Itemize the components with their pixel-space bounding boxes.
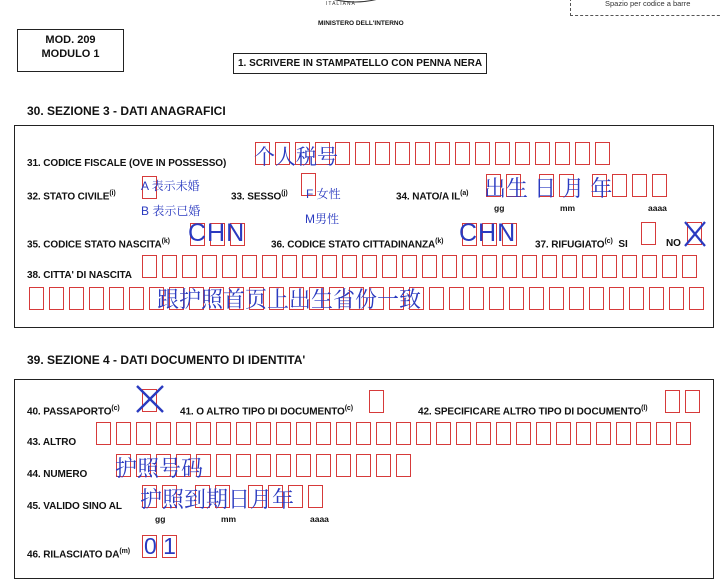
- nato-il-label: 34. NATO/A IL$^{(a)}$: [396, 190, 469, 203]
- stato-civile-label: 32. STATO CIVILE$^{(i)}$: [27, 190, 116, 203]
- altro-box[interactable]: [516, 422, 531, 445]
- instruction-text: 1. SCRIVERE IN STAMPATELLO CON PENNA NERA: [237, 58, 483, 69]
- citta-nascita-box[interactable]: [582, 255, 597, 278]
- citta-nascita-box[interactable]: [142, 255, 157, 278]
- altro-box[interactable]: [376, 422, 391, 445]
- rifugiato-no-label: NO: [666, 238, 681, 249]
- citta-nascita-box[interactable]: [589, 287, 604, 310]
- altro-box[interactable]: [456, 422, 471, 445]
- citta-nascita-box[interactable]: [49, 287, 64, 310]
- altro-box[interactable]: [676, 422, 691, 445]
- codice-fiscale-box[interactable]: [515, 142, 530, 165]
- chn-note-citizenship: CHN: [459, 219, 517, 247]
- module-code: MOD. 209: [45, 34, 96, 46]
- passaporto-check: [133, 382, 167, 416]
- citta-nascita-box[interactable]: [689, 287, 704, 310]
- numero-box[interactable]: [216, 454, 231, 477]
- citta-nascita-box[interactable]: [242, 255, 257, 278]
- numero-box[interactable]: [336, 454, 351, 477]
- numero-box[interactable]: [236, 454, 251, 477]
- instruction-box: [233, 53, 487, 74]
- stato-nascita-label: 35. CODICE STATO NASCITA$^{(k)}$: [27, 238, 170, 251]
- sesso-label: 33. SESSO$^{(j)}$: [231, 190, 288, 203]
- citta-nascita-box[interactable]: [282, 255, 297, 278]
- citta-nascita-box[interactable]: [489, 287, 504, 310]
- module-box: [17, 29, 124, 72]
- codice-fiscale-box[interactable]: [575, 142, 590, 165]
- codice-fiscale-box[interactable]: [375, 142, 390, 165]
- tax-id-note: 个人税号: [254, 146, 338, 169]
- citta-nascita-label: 38. CITTA' DI NASCITA: [27, 270, 132, 281]
- specificare-label: 42. SPECIFICARE ALTRO TIPO DI DOCUMENTO$^{(l)}$: [418, 405, 648, 418]
- altro-box[interactable]: [476, 422, 491, 445]
- citta-nascita-box[interactable]: [642, 255, 657, 278]
- citta-nascita-box[interactable]: [129, 287, 144, 310]
- citta-nascita-box[interactable]: [462, 255, 477, 278]
- altro-box[interactable]: [396, 422, 411, 445]
- citta-nascita-box[interactable]: [322, 255, 337, 278]
- rifugiato-no-check: [682, 219, 708, 249]
- citta-nascita-box[interactable]: [302, 255, 317, 278]
- citta-nascita-box[interactable]: [89, 287, 104, 310]
- altro-box[interactable]: [656, 422, 671, 445]
- citta-nascita-box[interactable]: [542, 255, 557, 278]
- codice-fiscale-box[interactable]: [535, 142, 550, 165]
- section3-title: 30. SEZIONE 3 - DATI ANAGRAFICI: [27, 104, 226, 118]
- rifugiato-label: 37. RIFUGIATO$^{(c)}$ SI: [535, 238, 628, 251]
- citta-nascita-boxes-row1: [142, 255, 702, 278]
- emblem-text: ITALIANA: [326, 1, 356, 7]
- citta-nascita-box[interactable]: [449, 287, 464, 310]
- citta-nascita-box[interactable]: [162, 255, 177, 278]
- altro-box[interactable]: [336, 422, 351, 445]
- gg-label: gg: [494, 203, 505, 213]
- codice-fiscale-box[interactable]: [555, 142, 570, 165]
- altro-box[interactable]: [276, 422, 291, 445]
- citta-nascita-box[interactable]: [629, 287, 644, 310]
- citta-nascita-box[interactable]: [442, 255, 457, 278]
- numero-box[interactable]: [276, 454, 291, 477]
- citta-nascita-box[interactable]: [429, 287, 444, 310]
- altro-box[interactable]: [196, 422, 211, 445]
- female-note: F 女性: [306, 187, 341, 201]
- altro-boxes: [96, 422, 696, 445]
- citta-nascita-box[interactable]: [682, 255, 697, 278]
- citta-nascita-box[interactable]: [602, 255, 617, 278]
- valido-label: 45. VALIDO SINO AL: [27, 501, 122, 512]
- altro-box[interactable]: [116, 422, 131, 445]
- altro-box[interactable]: [416, 422, 431, 445]
- codice-fiscale-box[interactable]: [415, 142, 430, 165]
- citta-nascita-box[interactable]: [222, 255, 237, 278]
- altro-box[interactable]: [256, 422, 271, 445]
- valido-gg-label: gg: [155, 514, 166, 524]
- module-number: MODULO 1: [41, 48, 100, 60]
- birth-date-note: 出生 日 月 年: [484, 176, 613, 201]
- altro-box[interactable]: [176, 422, 191, 445]
- altro-box[interactable]: [236, 422, 251, 445]
- citta-nascita-box[interactable]: [502, 255, 517, 278]
- birth-year-box[interactable]: [652, 174, 667, 197]
- citta-nascita-box[interactable]: [522, 255, 537, 278]
- citta-nascita-box[interactable]: [482, 255, 497, 278]
- ministry-label: MINISTERO DELL'INTERNO: [318, 20, 404, 27]
- altro-box[interactable]: [316, 422, 331, 445]
- passaporto-label: 40. PASSAPORTO$^{(c)}$: [27, 405, 120, 418]
- rifugiato-si-box[interactable]: [641, 222, 656, 245]
- citta-nascita-box[interactable]: [549, 287, 564, 310]
- specificare-box[interactable]: [685, 390, 700, 413]
- citta-nascita-box[interactable]: [29, 287, 44, 310]
- citta-nascita-box[interactable]: [182, 255, 197, 278]
- altro-box[interactable]: [136, 422, 151, 445]
- cittadinanza-label: 36. CODICE STATO CITTADINANZA$^{(k)}$: [271, 238, 444, 251]
- altro-box[interactable]: [616, 422, 631, 445]
- passport-number-note: 护照号码: [115, 456, 204, 481]
- male-note: M男性: [305, 212, 339, 226]
- valido-aaaa-label: aaaa: [310, 514, 329, 524]
- altro-box[interactable]: [216, 422, 231, 445]
- passport-expiry-note: 护照到期日月年: [140, 487, 295, 512]
- expiry-year-box[interactable]: [308, 485, 323, 508]
- numero-box[interactable]: [316, 454, 331, 477]
- numero-box[interactable]: [256, 454, 271, 477]
- birth-year-box[interactable]: [632, 174, 647, 197]
- numero-box[interactable]: [356, 454, 371, 477]
- citta-nascita-box[interactable]: [422, 255, 437, 278]
- numero-box[interactable]: [296, 454, 311, 477]
- altro-box[interactable]: [596, 422, 611, 445]
- chn-note-birth: CHN: [188, 219, 246, 247]
- altro-box[interactable]: [296, 422, 311, 445]
- codice-fiscale-box[interactable]: [595, 142, 610, 165]
- altro-box[interactable]: [556, 422, 571, 445]
- citta-nascita-box[interactable]: [649, 287, 664, 310]
- altro-box[interactable]: [436, 422, 451, 445]
- citta-nascita-box[interactable]: [382, 255, 397, 278]
- codice-fiscale-box[interactable]: [475, 142, 490, 165]
- mm-label: mm: [560, 203, 576, 213]
- specificare-boxes: [665, 390, 705, 413]
- citta-nascita-box[interactable]: [402, 255, 417, 278]
- codice-fiscale-box[interactable]: [455, 142, 470, 165]
- codice-fiscale-box[interactable]: [435, 142, 450, 165]
- altro-box[interactable]: [536, 422, 551, 445]
- citta-nascita-box[interactable]: [69, 287, 84, 310]
- codice-fiscale-box[interactable]: [495, 142, 510, 165]
- citta-nascita-box[interactable]: [202, 255, 217, 278]
- birth-year-box[interactable]: [612, 174, 627, 197]
- altro-box[interactable]: [356, 422, 371, 445]
- barcode-area: [570, 0, 721, 16]
- citta-nascita-box[interactable]: [609, 287, 624, 310]
- altro-label: 43. ALTRO: [27, 437, 77, 448]
- valido-mm-label: mm: [221, 514, 237, 524]
- altro-box[interactable]: [576, 422, 591, 445]
- specificare-box[interactable]: [665, 390, 680, 413]
- numero-box[interactable]: [396, 454, 411, 477]
- citta-nascita-box[interactable]: [562, 255, 577, 278]
- emblem: [316, 0, 394, 12]
- issued-by-note: 0 1: [144, 533, 176, 559]
- citta-nascita-box[interactable]: [662, 255, 677, 278]
- citta-nascita-box[interactable]: [362, 255, 377, 278]
- altro-tipo-label: 41. O ALTRO TIPO DI DOCUMENTO$^{(c)}$: [180, 405, 353, 418]
- birth-city-note: 跟护照首页上出生省份一致: [157, 287, 422, 312]
- married-note: B 表示已婚: [141, 204, 201, 218]
- altro-box[interactable]: [496, 422, 511, 445]
- section4-title: 39. SEZIONE 4 - DATI DOCUMENTO DI IDENTITA': [27, 353, 306, 367]
- citta-nascita-box[interactable]: [669, 287, 684, 310]
- numero-label: 44. NUMERO: [27, 469, 88, 480]
- codice-fiscale-box[interactable]: [395, 142, 410, 165]
- altro-box[interactable]: [156, 422, 171, 445]
- citta-nascita-box[interactable]: [109, 287, 124, 310]
- altro-box[interactable]: [96, 422, 111, 445]
- aaaa-label: aaaa: [648, 203, 667, 213]
- altro-box[interactable]: [636, 422, 651, 445]
- citta-nascita-box[interactable]: [622, 255, 637, 278]
- rilasciato-label: 46. RILASCIATO DA$^{(m)}$: [27, 548, 130, 561]
- citta-nascita-box[interactable]: [569, 287, 584, 310]
- citta-nascita-box[interactable]: [529, 287, 544, 310]
- citta-nascita-box[interactable]: [342, 255, 357, 278]
- codice-fiscale-label: 31. CODICE FISCALE (OVE IN POSSESSO): [27, 158, 227, 169]
- numero-box[interactable]: [376, 454, 391, 477]
- citta-nascita-box[interactable]: [262, 255, 277, 278]
- codice-fiscale-box[interactable]: [355, 142, 370, 165]
- altro-tipo-box[interactable]: [369, 390, 384, 413]
- unmarried-note: A 表示未婚: [141, 179, 200, 193]
- barcode-note: Spazio per codice a barre: [605, 0, 691, 8]
- citta-nascita-box[interactable]: [509, 287, 524, 310]
- citta-nascita-box[interactable]: [469, 287, 484, 310]
